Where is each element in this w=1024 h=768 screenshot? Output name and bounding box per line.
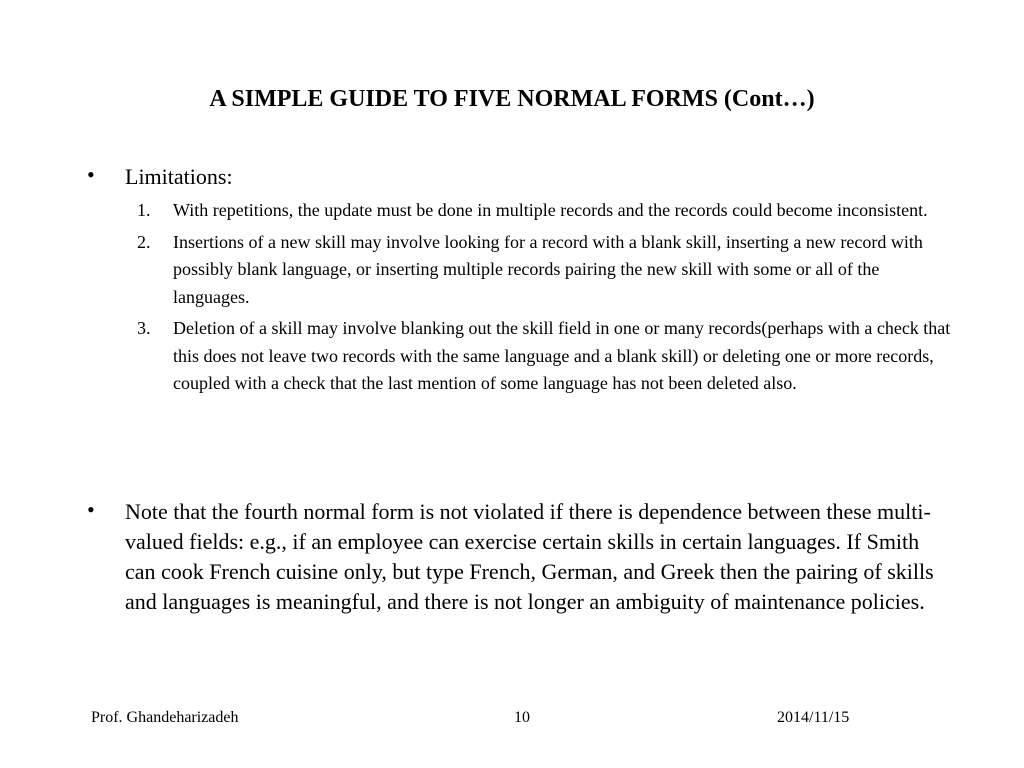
slide-title: A SIMPLE GUIDE TO FIVE NORMAL FORMS (Cont…) <box>209 86 815 112</box>
list-item-text: Deletion of a skill may involve blanking out the skill field in one or many records(perhaps with a check that this does not leave two records with the same language and a blank skill) or deleting one or more records, coupled with a check that the last mention of some language has not been deleted also. <box>173 318 951 393</box>
list-item-text: Insertions of a new skill may involve looking for a record with a blank skill, inserting a new record with possibly blank language, or inserting multiple records pairing the new skill with some or all of the languages. <box>173 231 923 307</box>
footer-author: Prof. Ghandeharizadeh <box>91 709 239 726</box>
list-item <box>137 197 957 225</box>
bullet-icon: • <box>87 162 95 187</box>
list-item <box>137 315 957 398</box>
limitations-list <box>137 197 957 402</box>
list-item-number: 3. <box>137 318 151 338</box>
list-item-number: 1. <box>137 200 151 220</box>
bullet-text: Note that the fourth normal form is not violated if there is dependence between these multi-valued fields: e.g., if an employee can exercise certain skills in certain languages. If Smith can cook French cuisine only, but type French, German, and Greek then the pairing of skills and languages is meaningful, and there is not longer an ambiguity of maintenance policies. <box>125 499 934 614</box>
bullet-icon: • <box>87 497 95 522</box>
list-item-text: With repetitions, the update must be done in multiple records and the records could become inconsistent. <box>173 200 928 220</box>
bullet-text: Limitations: <box>125 164 233 189</box>
footer-page-number: 10 <box>514 709 530 726</box>
list-item <box>137 229 957 312</box>
list-item-number: 2. <box>137 231 151 252</box>
footer-date: 2014/11/15 <box>777 709 850 726</box>
